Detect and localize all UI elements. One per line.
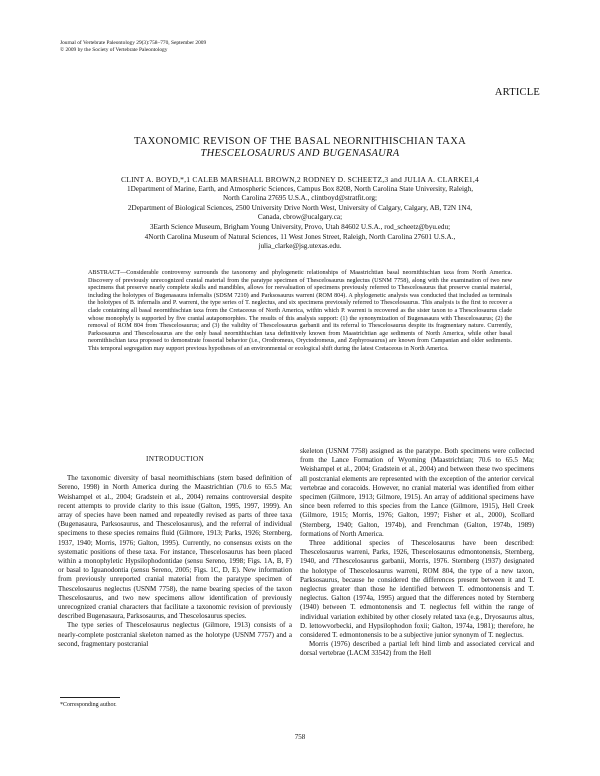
paper-title <box>0 136 600 160</box>
footnote: *Corresponding author. <box>60 702 117 708</box>
affiliation-4-cont: julia_clarke@jsg.utexas.edu. <box>258 242 342 251</box>
paragraph: The taxonomic diversity of basal neornithischians (stem based definition of Sereno, 1998) in North America during the Maastrichtian (70.6 to 65.5 Ma; Weishampel et al., 2004; Gradstein et al., 2004) remains controversial despite recent attempts to provide clarity to this issue (Galton, 1995, 1997, 1999). An array of species have been named and repeatedly revised as parts of three taxa (Bugenasaura, Parksosaurus, and Thescelosaurus), and the referral of individual specimens to these species remains fluid (Gilmore, 1913; Parks, 1926; Sternberg, 1937, 1940; Morris, 1976; Galton, 1995). Currently, no consensus exists on the systematic positions of these taxa. For instance, Thescelosaurus has been placed within a monophyletic Hypsilophodontidae (sensu Sereno, 1998; Figs. 1A, B, F) or basal to Iguanodontia (sensu Sereno, 2005; Figs. 1C, D, E). New information from previously unreported cranial material from the paratype specimen of Thescelosaurus neglectus (USNM 7758), the name bearing species of the taxon Thescelosaurus, and two new specimens allow identification of previously unrecognized cranial characters that facilitate a taxonomic revision of previously described Bugenasaura, Parksosaurus, and Thescelosaurus species. <box>58 474 292 621</box>
affiliation-2: 2Department of Biological Sciences, 2500 University Drive North West, University of Calgary, Calgary, AB, T2N 1N4, <box>127 203 473 212</box>
introduction-heading: INTRODUCTION <box>146 455 204 463</box>
author-names: CLINT A. BOYD,*,1 CALEB MARSHALL BROWN,2 RODNEY D. SCHEETZ,3 and JULIA A. CLARKE1,4 <box>120 175 480 184</box>
paragraph: skeleton (USNM 7758) assigned as the paratype. Both specimens were collected from the Lance Formation of Wyoming (Maastrichtian; 70.6 to 65.5 Ma; Weishampel et al., 2004; Gradstein et al., 2004) and between these two specimens all postcranial elements are represented with the exception of the anterior cervical vertebrae and coracoids. However, no cranial material was identified from either specimen (Gilmore, 1913; Gilmore, 1915). An array of additional specimens have since been referred to this species from the Lance (Gilmore, 1915), Hell Creek (Gilmore, 1915; Morris, 1976; Galton, 1997; Fisher et al., 2000), Scollard (Sternberg, 1940; Galton, 1974b), and Frenchman (Galton, 1974b, 1989) formations of North America. <box>300 447 534 538</box>
paragraph: Morris (1976) described a partial left hind limb and associated cervical and dorsal vertebrae (LACM 33542) from the Hell <box>300 640 534 658</box>
author-block <box>60 175 540 252</box>
body-column-left <box>58 447 292 649</box>
paragraph: Three additional species of Thescelosaurus have been described: Thescelosaurus warreni, Parks, 1926, Thescelosaurus edmontonensis, Sternberg, 1940, and ?Thescelosaurus garbanii, Morris, 1976. Sternberg (1937) designated the holotype of Thescelosaurus warreni, ROM 804, the type of a new taxon, Parksosaurus, because he considered the differences present between it and T. neglectus greater than those he identified between T. edmontonensis and T. neglectus. Galton (1974a, 1995) argued that the differences noted by Sternberg (1940) between T. edmontonensis and T. neglectus fell within the range of individual variation exhibited by other closely related taxa (e.g., Dryosaurus altus, D. lettowvorbecki, and Hypsilophodon foxii; Galton, 1974a, 1981); therefore, he considered T. edmontonensis to be a subjective junior synonym of T. neglectus. <box>300 539 534 640</box>
affiliation-1-cont: North Carolina 27695 U.S.A., clintboyd@stratfit.org; <box>222 194 377 203</box>
body-column-right <box>300 447 534 659</box>
affiliation-4: 4North Carolina Museum of Natural Sciences, 11 West Jones Street, Raleigh, North Carolina 27601 U.S.A., <box>144 232 456 241</box>
copyright-line: © 2009 by the Society of Vertebrate Paleontology <box>60 46 168 53</box>
affiliation-2-cont: Canada, cbrow@ucalgary.ca; <box>257 213 343 222</box>
affiliation-1: 1Department of Marine, Earth, and Atmospheric Sciences, Campus Box 8208, North Carolina State University, Raleigh, <box>126 184 474 193</box>
footnote-divider <box>60 697 120 698</box>
section-label: ARTICLE <box>494 87 540 98</box>
abstract: ABSTRACT—Considerable controversy surrounds the taxonomy and phylogenetic relationships of Maastrichtian basal neornithischian taxa from North America. Discovery of previously unrecognized cranial material from the paratype specimen of Thescelosaurus neglectus (USNM 7758), along with the examination of two new specimens that preserve nearly complete skulls and mandibles, allows for reevaluation of specimens previously referred to Thescelosaurus that preserve cranial material, including the holotypes of Bugenasaura infernalis (SDSM 7210) and Parksosaurus warreni (ROM 804). A phylogenetic analysis was conducted that included as terminals the holotypes of B. infernalis and P. warreni, the type series of T. neglectus, and six specimens previously referred to Thescelosaurus. This analysis is the first to recover a clade containing all basal neornithischian taxa from the Cretaceous of North America, within which P. warreni is recovered as the sister taxon to a Thescelosaurus clade whose monophyly is supported by five cranial autapomorphies. The results of this analysis support: (1) the synonymization of Bugenasaura with Thescelosaurus; (2) the removal of ROM 804 from Thescelosaurus; and (3) the validity of Thescelosaurus garbanii and its referral to Thescelosaurus despite its fragmentary nature. Currently, Parksosaurus and Thescelosaurus are the only basal neornithischian taxa definitively known from Maastrichtian age sediments of North America, while other basal neornithischian taxa proposed to demonstrate fossorial behavior (i.e., Orodromeus, Oryctodromeus, and Zephyrosaurus) are known from Campanian and older sediments. This temporal segregation may support previous hypotheses of an environmental or ecological shift during the latest Cretaceous in North America. <box>88 270 512 352</box>
title-line-2: THESCELOSAURUS AND BUGENASAURA <box>200 148 400 159</box>
page-number: 758 <box>294 733 306 741</box>
journal-citation <box>60 40 206 53</box>
journal-citation-line: Journal of Vertebrate Paleontology 29(3):758–770, September 2009 <box>60 40 207 46</box>
title-line-1: TAXONOMIC REVISON OF THE BASAL NEORNITHISCHIAN TAXA <box>134 136 466 147</box>
paragraph: The type series of Thescelosaurus neglectus (Gilmore, 1913) consists of a nearly-complete postcranial skeleton named as the holotype (USNM 7757) and a second, fragmentary postcranial <box>58 621 292 648</box>
affiliation-3: 3Earth Science Museum, Brigham Young University, Provo, Utah 84602 U.S.A., rod_scheetz@byu.edu; <box>149 222 451 231</box>
